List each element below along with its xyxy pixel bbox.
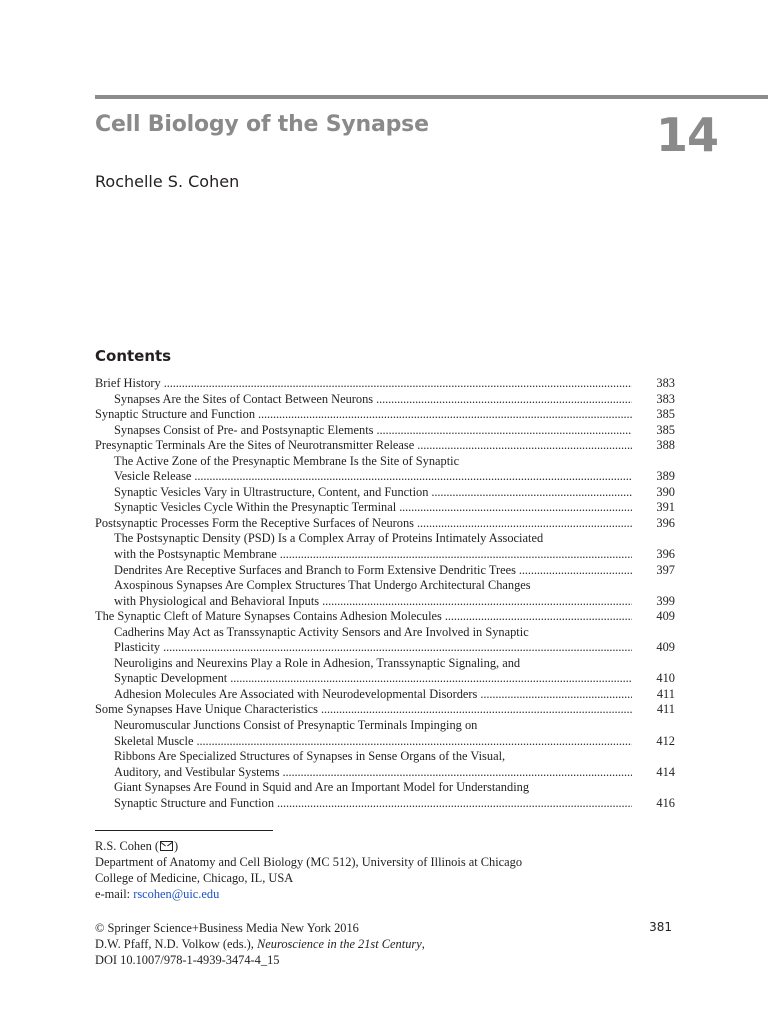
toc-entry[interactable]: [95, 765, 675, 781]
toc-entry-title: Ribbons Are Specialized Structures of Synapses in Sense Organs of the Visual,: [114, 749, 506, 764]
author-name: Rochelle S. Cohen: [95, 172, 240, 191]
toc-entry[interactable]: [95, 609, 675, 625]
toc-entry-continued: [95, 531, 675, 547]
toc-entry-continued: [95, 578, 675, 594]
toc-leader-dots: [377, 423, 633, 439]
author-footnote: [95, 838, 695, 902]
toc-entry[interactable]: [95, 563, 675, 579]
toc-entry-title: Auditory, and Vestibular Systems: [114, 764, 280, 779]
copyright-block: [95, 920, 675, 968]
toc-entry-title: The Postsynaptic Density (PSD) Is a Complex Array of Proteins Intimately Associated: [114, 531, 544, 546]
toc-entry[interactable]: [95, 796, 675, 812]
toc-leader-dots: [417, 516, 632, 532]
toc-entry[interactable]: [95, 671, 675, 687]
copyright-symbol: ©: [95, 921, 105, 935]
toc-entry-title: Synaptic Development: [114, 671, 228, 686]
toc-leader-dots: [258, 407, 632, 423]
toc-leader-dots: [277, 796, 632, 812]
toc-leader-dots: [163, 640, 632, 656]
toc-leader-dots: [480, 687, 632, 703]
toc-entry-title: Skeletal Muscle: [114, 733, 194, 748]
toc-entry-title: Cadherins May Act as Transsynaptic Activity Sensors and Are Involved in Synaptic: [114, 624, 529, 639]
chapter-number: 14: [655, 108, 718, 162]
toc-page-number: 399: [656, 593, 675, 608]
toc-leader-dots: [431, 485, 632, 501]
toc-leader-dots: [519, 563, 632, 579]
toc-entry-title: Some Synapses Have Unique Characteristics: [95, 702, 318, 717]
email-link[interactable]: rscohen@uic.edu: [133, 887, 220, 901]
toc-entry-title: Vesicle Release: [114, 469, 192, 484]
toc-entry-title: Synapses Consist of Pre- and Postsynaptic Elements: [114, 422, 374, 437]
toc-leader-dots: [445, 609, 632, 625]
toc-entry-title: Synaptic Vesicles Cycle Within the Presynaptic Terminal: [114, 500, 397, 515]
toc-entry[interactable]: [95, 392, 675, 408]
toc-entry-title: The Active Zone of the Presynaptic Membrane Is the Site of Synaptic: [114, 453, 460, 468]
toc-entry-continued: [95, 656, 675, 672]
toc-page-number: 388: [656, 438, 675, 453]
footnote-college: College of Medicine, Chicago, IL, USA: [95, 871, 294, 885]
toc-entry-title: Giant Synapses Are Found in Squid and Are an Important Model for Understanding: [114, 780, 530, 795]
copyright-line: [95, 920, 675, 936]
toc-entry-continued: [95, 625, 675, 641]
top-rule: [95, 95, 768, 99]
chapter-title: Cell Biology of the Synapse: [95, 112, 429, 137]
toc-page-number: 412: [656, 733, 675, 748]
toc-leader-dots: [194, 469, 632, 485]
toc-page-number: 411: [656, 686, 675, 701]
book-title-suffix: ,: [421, 937, 425, 951]
toc-entry-title: Synaptic Structure and Function: [95, 407, 256, 422]
toc-entry-title: Axospinous Synapses Are Complex Structures That Undergo Architectural Changes: [114, 578, 531, 593]
toc-entry-title: Neuroligins and Neurexins Play a Role in Adhesion, Transsynaptic Signaling, and: [114, 655, 521, 670]
toc-entry[interactable]: [95, 438, 675, 454]
toc-entry-continued: [95, 749, 675, 765]
toc-entry-title: Synaptic Structure and Function: [114, 795, 275, 810]
toc-entry-title: Plasticity: [114, 640, 161, 655]
toc-entry[interactable]: [95, 376, 675, 392]
toc-entry-title: Adhesion Molecules Are Associated with Neurodevelopmental Disorders: [114, 686, 478, 701]
toc-entry[interactable]: [95, 485, 675, 501]
toc-leader-dots: [230, 671, 632, 687]
toc-page-number: 391: [656, 500, 675, 515]
toc-entry[interactable]: [95, 702, 675, 718]
toc-leader-dots: [321, 702, 632, 718]
citation-line: [95, 936, 675, 952]
page-number: 381: [649, 920, 672, 934]
toc-entry[interactable]: [95, 500, 675, 516]
toc-page-number: 397: [656, 562, 675, 577]
toc-entry-title: The Synaptic Cleft of Mature Synapses Contains Adhesion Molecules: [95, 609, 442, 624]
toc-entry-title: Postsynaptic Processes Form the Receptive Surfaces of Neurons: [95, 515, 414, 530]
toc-entry[interactable]: [95, 734, 675, 750]
book-title: Neuroscience in the 21st Century: [257, 937, 422, 951]
toc-entry[interactable]: [95, 640, 675, 656]
footnote-rule: [95, 830, 273, 831]
toc-entry[interactable]: [95, 547, 675, 563]
toc-page-number: 389: [656, 469, 675, 484]
envelope-icon: [160, 841, 173, 851]
toc-page-number: 385: [656, 407, 675, 422]
toc-page-number: 383: [656, 391, 675, 406]
toc-entry-title: with Physiological and Behavioral Inputs: [114, 593, 320, 608]
toc-leader-dots: [280, 547, 632, 563]
toc-entry[interactable]: [95, 594, 675, 610]
toc-leader-dots: [164, 376, 632, 392]
toc-page-number: 411: [656, 702, 675, 717]
toc-entry-title: Synaptic Vesicles Vary in Ultrastructure, Content, and Function: [114, 484, 429, 499]
toc-page-number: 416: [656, 795, 675, 810]
toc-page-number: 409: [656, 640, 675, 655]
editors: D.W. Pfaff, N.D. Volkow (eds.),: [95, 937, 257, 951]
toc-leader-dots: [417, 438, 632, 454]
toc-page-number: 385: [656, 422, 675, 437]
toc-page-number: 390: [656, 484, 675, 499]
toc-page-number: 410: [656, 671, 675, 686]
toc-page-number: 409: [656, 609, 675, 624]
toc-page-number: 396: [656, 547, 675, 562]
contents-heading: Contents: [95, 347, 172, 365]
toc-entry-title: Dendrites Are Receptive Surfaces and Branch to Form Extensive Dendritic Trees: [114, 562, 516, 577]
toc-entry[interactable]: [95, 687, 675, 703]
footnote-department: Department of Anatomy and Cell Biology (MC 512), University of Illinois at Chicago: [95, 855, 523, 869]
toc-leader-dots: [283, 765, 632, 781]
toc-entry-continued: [95, 780, 675, 796]
footnote-author-line: [95, 838, 695, 854]
toc-leader-dots: [197, 734, 633, 750]
toc-entry-title: Presynaptic Terminals Are the Sites of Neurotransmitter Release: [95, 438, 415, 453]
doi[interactable]: DOI 10.1007/978-1-4939-3474-4_15: [95, 953, 280, 967]
toc-entry-title: Synapses Are the Sites of Contact Between Neurons: [114, 391, 374, 406]
toc-entry[interactable]: [95, 469, 675, 485]
toc-entry-title: Brief History: [95, 376, 161, 390]
table-of-contents: [95, 376, 675, 811]
toc-page-number: 383: [656, 376, 675, 390]
toc-entry[interactable]: [95, 516, 675, 532]
email-label: e-mail:: [95, 887, 134, 901]
toc-page-number: 396: [656, 515, 675, 530]
publisher: Springer Science+Business Media New York 2016: [107, 921, 359, 935]
footnote-email-line: [95, 886, 695, 902]
toc-entry-title: with the Postsynaptic Membrane: [114, 547, 277, 562]
footnote-author: R.S. Cohen (: [95, 839, 160, 853]
toc-entry-continued: [95, 718, 675, 734]
toc-leader-dots: [399, 500, 632, 516]
toc-entry[interactable]: [95, 423, 675, 439]
toc-entry[interactable]: [95, 407, 675, 423]
toc-leader-dots: [322, 594, 632, 610]
toc-entry-continued: [95, 454, 675, 470]
footnote-author-close: ): [174, 839, 179, 853]
toc-page-number: 414: [656, 764, 675, 779]
toc-leader-dots: [376, 392, 632, 408]
toc-entry-title: Neuromuscular Junctions Consist of Presynaptic Terminals Impinging on: [114, 718, 478, 733]
